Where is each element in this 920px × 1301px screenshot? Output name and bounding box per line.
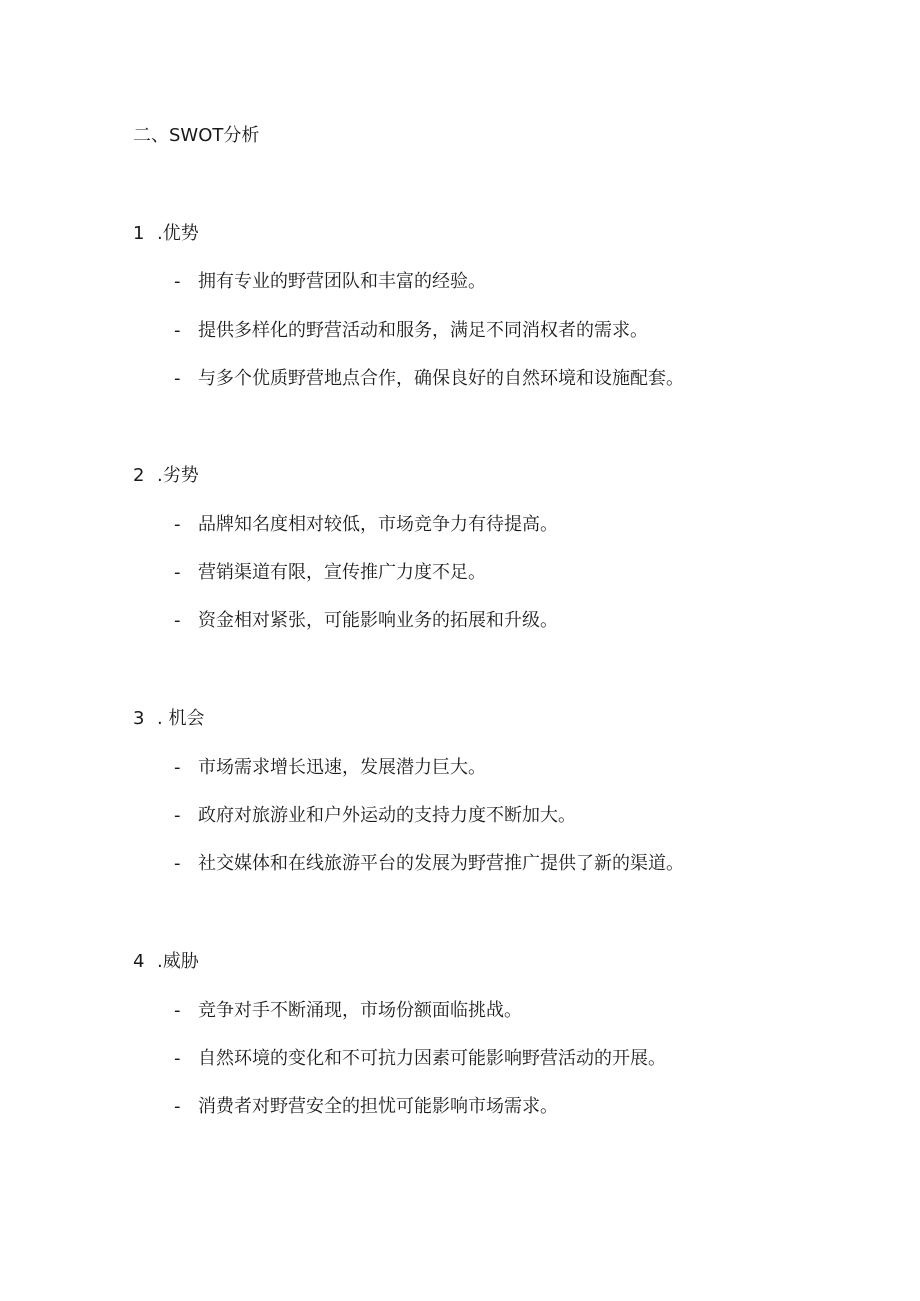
list-item bbox=[174, 756, 486, 780]
list-item bbox=[174, 999, 522, 1023]
list-item-text: 市场需求增长迅速，发展潜力巨大。 bbox=[198, 757, 486, 778]
bullet-marker: - bbox=[174, 320, 181, 341]
section-title: .优势 bbox=[157, 223, 199, 244]
bullet-marker: - bbox=[174, 562, 181, 583]
list-item-text: 消费者对野营安全的担忧可能影响市场需求。 bbox=[198, 1096, 558, 1117]
list-item bbox=[174, 367, 684, 391]
bullet-marker: - bbox=[174, 757, 181, 778]
section-title: . 机会 bbox=[157, 708, 205, 729]
list-item bbox=[174, 319, 648, 343]
bullet-marker: - bbox=[174, 805, 181, 826]
list-item-text: 社交媒体和在线旅游平台的发展为野营推广提供了新的渠道。 bbox=[198, 853, 684, 874]
list-item-text: 政府对旅游业和户外运动的支持力度不断加大。 bbox=[198, 805, 576, 826]
section-heading-weaknesses bbox=[133, 464, 199, 488]
list-item-text: 提供多样化的野营活动和服务，满足不同消权者的需求。 bbox=[198, 320, 648, 341]
bullet-marker: - bbox=[174, 271, 181, 292]
section-number: 1 bbox=[133, 223, 145, 244]
list-item bbox=[174, 1047, 666, 1071]
list-item-text: 与多个优质野营地点合作，确保良好的自然环境和设施配套。 bbox=[198, 368, 684, 389]
list-item bbox=[174, 1095, 558, 1119]
list-item bbox=[174, 513, 558, 537]
list-item-text: 资金相对紧张，可能影响业务的拓展和升级。 bbox=[198, 610, 558, 631]
section-number: 3 bbox=[133, 708, 145, 729]
list-item bbox=[174, 561, 486, 585]
list-item bbox=[174, 270, 486, 294]
section-heading-strengths bbox=[133, 222, 199, 246]
section-title: .劣势 bbox=[157, 465, 199, 486]
list-item-text: 营销渠道有限，宣传推广力度不足。 bbox=[198, 562, 486, 583]
section-title: .威胁 bbox=[157, 951, 199, 972]
section-number: 4 bbox=[133, 951, 145, 972]
document-title: 二、SWOT分析 bbox=[133, 125, 260, 146]
list-item-text: 拥有专业的野营团队和丰富的经验。 bbox=[198, 271, 486, 292]
list-item-text: 品牌知名度相对较低，市场竞争力有待提高。 bbox=[198, 514, 558, 535]
bullet-marker: - bbox=[174, 1000, 181, 1021]
section-heading-threats bbox=[133, 950, 199, 974]
section-number: 2 bbox=[133, 465, 145, 486]
list-item bbox=[174, 852, 684, 876]
list-item-text: 竞争对手不断涌现，市场份额面临挑战。 bbox=[198, 1000, 522, 1021]
bullet-marker: - bbox=[174, 368, 181, 389]
list-item-text: 自然环境的变化和不可抗力因素可能影响野营活动的开展。 bbox=[198, 1048, 666, 1069]
bullet-marker: - bbox=[174, 514, 181, 535]
bullet-marker: - bbox=[174, 853, 181, 874]
bullet-marker: - bbox=[174, 610, 181, 631]
bullet-marker: - bbox=[174, 1048, 181, 1069]
section-heading-opportunities bbox=[133, 707, 204, 731]
bullet-marker: - bbox=[174, 1096, 181, 1117]
list-item bbox=[174, 609, 558, 633]
list-item bbox=[174, 804, 576, 828]
